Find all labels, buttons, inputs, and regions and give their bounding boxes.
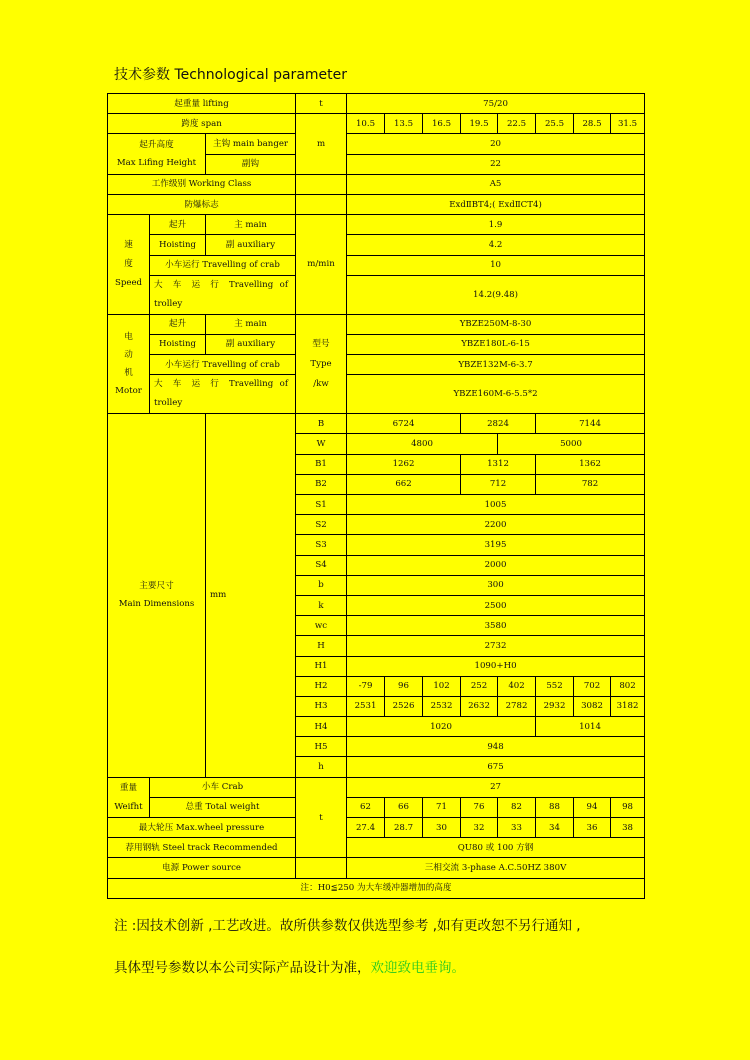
- dim-value: 712: [461, 474, 536, 494]
- dim-value: 1362: [536, 454, 645, 474]
- row-speed-crab: [108, 255, 645, 275]
- speed-aux-label: 副 auxiliary: [206, 235, 296, 255]
- span-value: 31.5: [611, 114, 645, 134]
- row-steel-track: [108, 838, 645, 858]
- dim-value: 4800: [347, 434, 498, 454]
- dim-value: 1005: [347, 495, 645, 515]
- span-value: 10.5: [347, 114, 385, 134]
- dim-value: 2200: [347, 515, 645, 535]
- dim-label: B1: [296, 454, 347, 474]
- dim-value: 1014: [536, 717, 645, 737]
- empty-cell: [296, 194, 347, 214]
- row-motor-aux: [108, 334, 645, 354]
- dim-value: 2932: [536, 696, 574, 716]
- row-max-height-main: [108, 134, 645, 154]
- dim-value: 300: [347, 575, 645, 595]
- table-footnote: 注：H0≦250 为大车缓冲器增加的高度: [108, 878, 645, 898]
- dim-value: 1262: [347, 454, 461, 474]
- dim-value: 662: [347, 474, 461, 494]
- dim-label: S4: [296, 555, 347, 575]
- empty-cell: [296, 858, 347, 878]
- dim-value: 5000: [498, 434, 645, 454]
- dim-value: 96: [385, 676, 423, 696]
- dim-value: 2532: [423, 696, 461, 716]
- row-span: [108, 114, 645, 134]
- weight-label: 重量 Weifht: [108, 777, 150, 817]
- steel-track-label: 荐用钢轨 Steel track Recommended: [108, 838, 296, 858]
- motor-aux-label: 副 auxiliary: [206, 334, 296, 354]
- working-class-value: A5: [347, 174, 645, 194]
- wheel-pressure-value: 36: [574, 818, 611, 838]
- weight-total-value: 88: [536, 797, 574, 817]
- row-lifting: [108, 94, 645, 114]
- weight-crab-label: 小车 Crab: [150, 777, 296, 797]
- dim-label: B2: [296, 474, 347, 494]
- motor-hoist-cn: 起升: [150, 314, 206, 334]
- row-speed-main: [108, 215, 645, 235]
- motor-trolley-label: 大 车 运 行 Travelling of trolley: [150, 375, 296, 414]
- dim-label: b: [296, 575, 347, 595]
- explosion-value: ExdⅡBT4;( ExdⅡCT4): [347, 194, 645, 214]
- speed-main-label: 主 main: [206, 215, 296, 235]
- wheel-pressure-value: 38: [611, 818, 645, 838]
- power-label: 电源 Power source: [108, 858, 296, 878]
- motor-aux-value: YBZE180L-6-15: [347, 334, 645, 354]
- dim-value: 2782: [498, 696, 536, 716]
- dim-value: 2732: [347, 636, 645, 656]
- span-value: 25.5: [536, 114, 574, 134]
- dim-label: wc: [296, 616, 347, 636]
- power-value: 三相交流 3-phase A.C.50HZ 380V: [347, 858, 645, 878]
- dim-value: 2526: [385, 696, 423, 716]
- motor-main-label: 主 main: [206, 314, 296, 334]
- lifting-unit: t: [296, 94, 347, 114]
- motor-trolley-value: YBZE160M-6-5.5*2: [347, 375, 645, 414]
- speed-hoist-en: Hoisting: [150, 235, 206, 255]
- dim-label: h: [296, 757, 347, 777]
- dim-label: S1: [296, 495, 347, 515]
- row-working-class: [108, 174, 645, 194]
- dim-value: 702: [574, 676, 611, 696]
- speed-unit: m/min: [296, 215, 347, 315]
- working-class-label: 工作级别 Working Class: [108, 174, 296, 194]
- weight-total-value: 71: [423, 797, 461, 817]
- lifting-label: 起重量 lifting: [108, 94, 296, 114]
- empty-cell: [296, 174, 347, 194]
- dim-value: 3195: [347, 535, 645, 555]
- dim-label: B: [296, 414, 347, 434]
- span-value: 13.5: [385, 114, 423, 134]
- dim-value: 675: [347, 757, 645, 777]
- speed-label: 速 度 Speed: [108, 215, 150, 315]
- dim-value: -79: [347, 676, 385, 696]
- speed-trolley-value: 14.2(9.48): [347, 275, 645, 314]
- note-contact-text: 欢迎致电垂询。: [370, 960, 465, 976]
- aux-hook-label: 副钩: [206, 154, 296, 174]
- motor-hoist-en: Hoisting: [150, 334, 206, 354]
- note-line-1: 注 :因技术创新 ,工艺改进。故所供参数仅供选型参考 ,如有更改恕不另行通知 ,: [114, 918, 581, 934]
- speed-hoist-cn: 起升: [150, 215, 206, 235]
- explosion-label: 防爆标志: [108, 194, 296, 214]
- weight-total-value: 62: [347, 797, 385, 817]
- wheel-pressure-label: 最大轮压 Max.wheel pressure: [108, 818, 296, 838]
- dim-value: 1312: [461, 454, 536, 474]
- motor-crab-value: YBZE132M-6-3.7: [347, 355, 645, 375]
- lifting-value: 75/20: [347, 94, 645, 114]
- dim-value: 2632: [461, 696, 498, 716]
- wheel-pressure-value: 32: [461, 818, 498, 838]
- note-line-2-text: 具体型号参数以本公司实际产品设计为准，: [114, 960, 371, 976]
- row-motor-crab: [108, 355, 645, 375]
- row-dim-B: [108, 414, 645, 434]
- dim-value: 7144: [536, 414, 645, 434]
- steel-track-value: QU80 或 100 方钢: [347, 838, 645, 858]
- row-power: [108, 858, 645, 878]
- dim-label: H2: [296, 676, 347, 696]
- dim-label: k: [296, 595, 347, 615]
- speed-trolley-label: 大 车 运 行 Travelling of trolley: [150, 275, 296, 314]
- motor-unit: 型号 Type /kw: [296, 314, 347, 414]
- dim-value: 1020: [347, 717, 536, 737]
- weight-crab-value: 27: [347, 777, 645, 797]
- row-speed-aux: [108, 235, 645, 255]
- span-label: 跨度 span: [108, 114, 296, 134]
- speed-aux-value: 4.2: [347, 235, 645, 255]
- wheel-pressure-value: 27.4: [347, 818, 385, 838]
- motor-label: 电 动 机 Motor: [108, 314, 150, 414]
- row-weight-crab: [108, 777, 645, 797]
- weight-total-value: 82: [498, 797, 536, 817]
- wheel-pressure-value: 28.7: [385, 818, 423, 838]
- dim-label: H4: [296, 717, 347, 737]
- weight-total-value: 94: [574, 797, 611, 817]
- weight-total-label: 总重 Total weight: [150, 797, 296, 817]
- dim-value: 402: [498, 676, 536, 696]
- weight-total-value: 66: [385, 797, 423, 817]
- dim-label: H: [296, 636, 347, 656]
- wheel-pressure-value: 30: [423, 818, 461, 838]
- dim-label: H5: [296, 737, 347, 757]
- row-explosion: [108, 194, 645, 214]
- dim-value: 252: [461, 676, 498, 696]
- weight-unit: t: [296, 777, 347, 858]
- dim-value: 2500: [347, 595, 645, 615]
- wheel-pressure-value: 33: [498, 818, 536, 838]
- motor-main-value: YBZE250M-8-30: [347, 314, 645, 334]
- main-hook-value: 20: [347, 134, 645, 154]
- dimensions-label: 主要尺寸 Main Dimensions: [108, 414, 206, 777]
- parameter-table: [107, 93, 645, 899]
- dim-value: 3580: [347, 616, 645, 636]
- dim-value: 2531: [347, 696, 385, 716]
- dim-value: 6724: [347, 414, 461, 434]
- aux-hook-value: 22: [347, 154, 645, 174]
- dim-label: S3: [296, 535, 347, 555]
- row-footnote: [108, 878, 645, 898]
- speed-crab-value: 10: [347, 255, 645, 275]
- dim-label: H3: [296, 696, 347, 716]
- main-hook-label: 主钩 main banger: [206, 134, 296, 154]
- weight-total-value: 98: [611, 797, 645, 817]
- speed-crab-label: 小车运行 Travelling of crab: [150, 255, 296, 275]
- row-motor-main: [108, 314, 645, 334]
- span-value: 19.5: [461, 114, 498, 134]
- dim-value: 782: [536, 474, 645, 494]
- dim-value: 3082: [574, 696, 611, 716]
- dim-value: 802: [611, 676, 645, 696]
- dim-value: 2824: [461, 414, 536, 434]
- max-height-label: 起升高度 Max Lifing Height: [108, 134, 206, 174]
- note-line-2: [114, 956, 465, 976]
- dim-value: 102: [423, 676, 461, 696]
- row-wheel-pressure: [108, 818, 645, 838]
- page-title: 技术参数 Technological parameter: [114, 67, 348, 83]
- row-weight-total: [108, 797, 645, 817]
- span-value: 28.5: [574, 114, 611, 134]
- span-value: 22.5: [498, 114, 536, 134]
- span-value: 16.5: [423, 114, 461, 134]
- dimensions-unit: mm: [206, 414, 296, 777]
- dim-label: H1: [296, 656, 347, 676]
- speed-main-value: 1.9: [347, 215, 645, 235]
- wheel-pressure-value: 34: [536, 818, 574, 838]
- dim-value: 552: [536, 676, 574, 696]
- dim-label: W: [296, 434, 347, 454]
- weight-total-value: 76: [461, 797, 498, 817]
- dim-value: 3182: [611, 696, 645, 716]
- dim-label: S2: [296, 515, 347, 535]
- dim-value: 2000: [347, 555, 645, 575]
- motor-crab-label: 小车运行 Travelling of crab: [150, 355, 296, 375]
- dim-value: 948: [347, 737, 645, 757]
- dim-value: 1090+H0: [347, 656, 645, 676]
- span-unit: m: [296, 114, 347, 175]
